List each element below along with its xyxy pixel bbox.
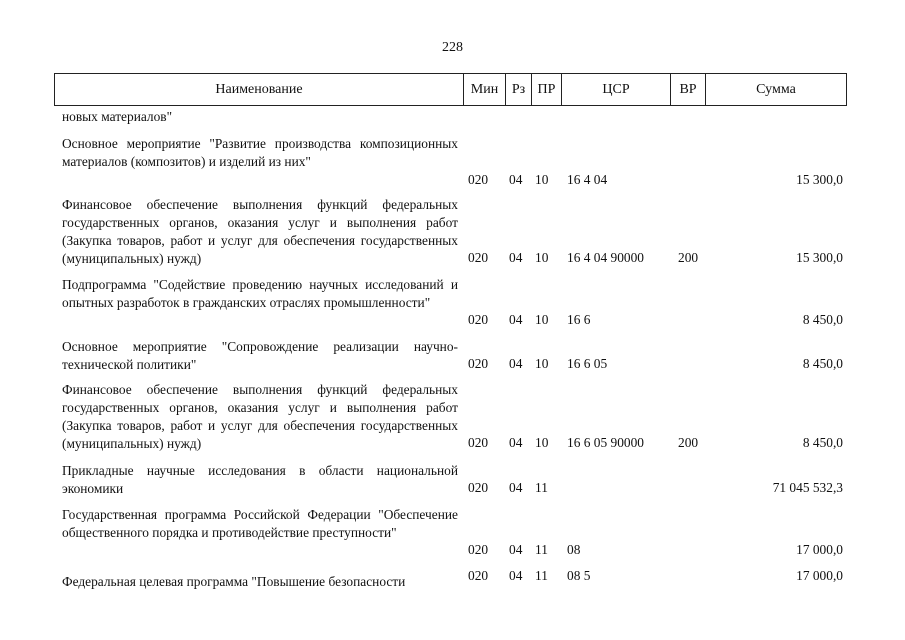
table-header	[54, 73, 847, 106]
row-pr: 11	[535, 568, 548, 583]
row-pr: 10	[535, 172, 549, 187]
row-csr: 16 6 05	[567, 356, 608, 371]
row-min: 020	[468, 172, 489, 187]
row-min: 020	[468, 568, 489, 583]
row-name: Основное мероприятие "Развитие производства композиционных материалов (композитов) и изделий из них"	[62, 136, 458, 169]
row-vr: 200	[678, 250, 699, 265]
header-csr: ЦСР	[561, 74, 670, 105]
row-sum: 8 450,0	[802, 356, 843, 371]
row-rz: 04	[509, 542, 523, 557]
row-sum: 15 300,0	[796, 250, 843, 265]
row-csr: 16 6	[567, 312, 591, 327]
header-name: Наименование	[215, 82, 303, 97]
row-pr: 11	[535, 542, 548, 557]
row-sum: 8 450,0	[802, 312, 843, 327]
row-rz: 04	[509, 568, 523, 583]
row-min: 020	[468, 542, 489, 557]
row-name: Прикладные научные исследования в области национальной экономики	[62, 463, 458, 496]
row-csr: 16 4 04	[567, 172, 608, 187]
row-min: 020	[468, 356, 489, 371]
row-name: Подпрограмма "Содействие проведению научных исследований и опытных разработок в гражданских отраслях промышленности"	[62, 277, 458, 310]
row-rz: 04	[509, 172, 523, 187]
page-number: 228	[442, 40, 463, 55]
row-rz: 04	[509, 356, 523, 371]
row-vr: 200	[678, 435, 699, 450]
header-pr: ПР	[531, 74, 561, 105]
header-sum: Сумма	[705, 74, 846, 105]
row-pr: 10	[535, 435, 549, 450]
header-vr: ВР	[670, 74, 705, 105]
row-pr: 10	[535, 250, 549, 265]
row-csr: 08	[567, 542, 581, 557]
row-csr: 16 4 04 90000	[567, 250, 644, 265]
row-rz: 04	[509, 250, 523, 265]
row-sum: 8 450,0	[802, 435, 843, 450]
row-sum: 71 045 532,3	[772, 480, 843, 495]
row-rz: 04	[509, 312, 523, 327]
row-name: Основное мероприятие "Сопровождение реализации научно-технической политики"	[62, 339, 458, 372]
row-min: 020	[468, 435, 489, 450]
row-name: Финансовое обеспечение выполнения функций федеральных государственных органов, оказания услуг и выполнения работ (Закупка товаров, работ и услуг для обеспечения государственных (муниципальных) нужд)	[62, 382, 458, 451]
row-name: Государственная программа Российской Федерации "Обеспечение общественного порядка и противодействие преступности"	[62, 507, 458, 540]
carryover-text: новых материалов"	[62, 109, 173, 124]
row-pr: 11	[535, 480, 548, 495]
row-sum: 15 300,0	[796, 172, 843, 187]
row-min: 020	[468, 250, 489, 265]
header-min: Мин	[463, 74, 505, 105]
row-sum: 17 000,0	[796, 568, 843, 583]
row-pr: 10	[535, 312, 549, 327]
row-min: 020	[468, 480, 489, 495]
row-name: Федеральная целевая программа "Повышение безопасности	[62, 574, 406, 589]
row-csr: 16 6 05 90000	[567, 435, 644, 450]
row-csr: 08 5	[567, 568, 591, 583]
row-sum: 17 000,0	[796, 542, 843, 557]
row-name: Финансовое обеспечение выполнения функций федеральных государственных органов, оказания услуг и выполнения работ (Закупка товаров, работ и услуг для обеспечения государственных (муниципальных) нужд)	[62, 197, 458, 266]
row-min: 020	[468, 312, 489, 327]
row-pr: 10	[535, 356, 549, 371]
header-rz: Рз	[505, 74, 531, 105]
row-rz: 04	[509, 480, 523, 495]
row-rz: 04	[509, 435, 523, 450]
